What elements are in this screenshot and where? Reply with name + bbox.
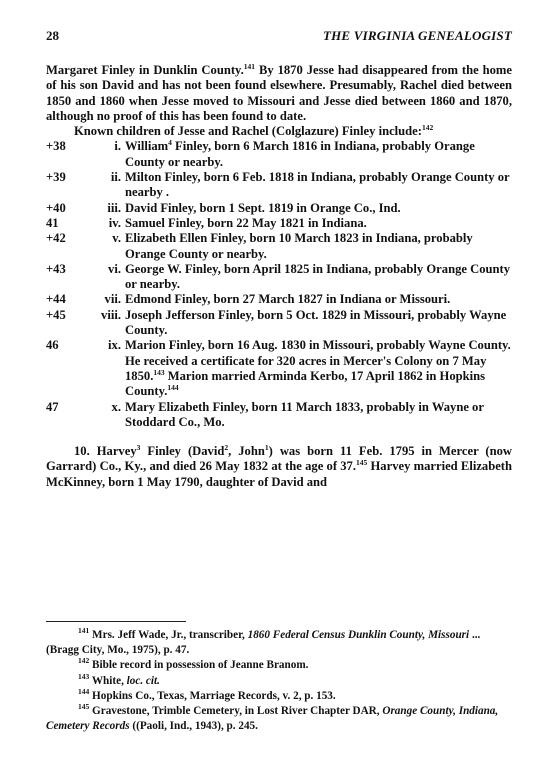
child-entry: +38 i. William$^4$ Finley, born 6 March 1816 in Indiana, probably Orange County or nearby.	[46, 138, 475, 169]
child-number: 41	[46, 215, 59, 230]
child-roman: viii.	[101, 307, 121, 322]
child-number: +45	[46, 307, 66, 322]
child-roman: iii.	[107, 200, 121, 215]
generation-sup: 4	[168, 138, 172, 148]
child-entry: +40 iii. David Finley, born 1 Sept. 1819 in Orange Co., Ind.	[46, 200, 401, 215]
footnote-ref: 141	[243, 62, 256, 71]
page-body	[46, 63, 512, 490]
child-roman: i.	[114, 139, 121, 154]
footnote-ref: 144	[167, 383, 179, 393]
footnote: $^{142}$ Bible record in possession of Jeanne Branom.	[78, 656, 309, 672]
child-number: +44	[46, 292, 66, 307]
child-roman: ix.	[108, 338, 121, 353]
footnote-ref: 142	[421, 123, 434, 133]
child-roman: iv.	[108, 215, 121, 230]
intro-paragraph: Margaret Finley in Dunklin County.$^{141}$ By 1870 Jesse had disappeared from the home of his son David and has not been found elsewhere. Presumably, Rachel died between 1850 and 1860 when Jesse moved to Missouri and Jesse died between 1860 and 1870, although no proof of this has been found to date.	[46, 62, 512, 123]
harvey-paragraph: 10. Harvey$^3$ Finley (David$^2$, John$^1$) was born 11 Feb. 1795 in Mercer (now Garrard) Co., Ky., and died 26 May 1832 at the age of 37.$^{145}$ Harvey married Elizabeth McKinney, born 1 May 1790, daughter of David and	[46, 443, 513, 489]
footnote-ref: 143	[153, 367, 165, 377]
child-number: 46	[46, 338, 59, 353]
child-number: +39	[46, 170, 66, 185]
page-number: 28	[46, 28, 59, 43]
child-roman: ii.	[110, 170, 121, 185]
footnote-divider	[46, 621, 186, 622]
children-heading: Known children of Jesse and Rachel (Colglazure) Finley include:$^{142}$	[74, 123, 434, 139]
child-number: +38	[46, 139, 66, 154]
child-number: 47	[46, 399, 59, 414]
footnote: $^{143}$ White, loc. cit.	[78, 671, 160, 687]
child-entry: 41 iv. Samuel Finley, born 22 May 1821 in Indiana.	[46, 215, 367, 230]
child-number: +40	[46, 200, 66, 215]
footnote: $^{145}$ Gravestone, Trimble Cemetery, in Lost River Chapter DAR, Orange County, Indiana, Cemetery Records ((Paoli, Ind., 1943), p. 245.	[46, 702, 499, 733]
child-roman: vi.	[108, 261, 121, 276]
child-entry: +43 vi. George W. Finley, born April 1825 in Indiana, probably Orange County or nearby.	[46, 261, 510, 292]
child-entry: 47 x. Mary Elizabeth Finley, born 11 March 1833, probably in Wayne or Stoddard Co., Mo.	[46, 399, 484, 429]
child-entry: +45 viii. Joseph Jefferson Finley, born 5 Oct. 1829 in Missouri, probably Wayne County.	[46, 307, 507, 338]
child-entry: +42 v. Elizabeth Ellen Finley, born 10 March 1823 in Indiana, probably Orange County or nearby.	[46, 231, 473, 261]
children-list	[46, 139, 512, 430]
child-roman: v.	[112, 231, 121, 246]
child-number: +42	[46, 231, 66, 246]
child-entry: 46 ix. Marion Finley, born 16 Aug. 1830 in Missouri, probably Wayne County. He received a certificate for 320 acres in Mercer's Colony on 7 May 1850.$^{143}$ Marion married Arminda Kerbo, 17 April 1862 in Hopkins County.$^{144}$	[46, 338, 511, 399]
footnote: $^{144}$ Hopkins Co., Texas, Marriage Records, v. 2, p. 153.	[78, 686, 336, 702]
page-header	[46, 28, 512, 46]
child-number: +43	[46, 261, 66, 276]
footnote: $^{141}$ Mrs. Jeff Wade, Jr., transcriber, 1860 Federal Census Dunklin County, Missouri ... (Bragg City, Mo., 1975), p. 47.	[46, 626, 481, 657]
child-entry: +44 vii. Edmond Finley, born 27 March 1827 in Indiana or Missouri.	[46, 292, 451, 307]
child-roman: vii.	[104, 292, 121, 307]
footnote-ref: 145	[356, 458, 368, 468]
child-roman: x.	[111, 399, 121, 414]
journal-title: THE VIRGINIA GENEALOGIST	[322, 28, 512, 43]
footnotes	[46, 628, 512, 734]
child-entry: +39 ii. Milton Finley, born 6 Feb. 1818 in Indiana, probably Orange County or nearby .	[46, 170, 510, 200]
